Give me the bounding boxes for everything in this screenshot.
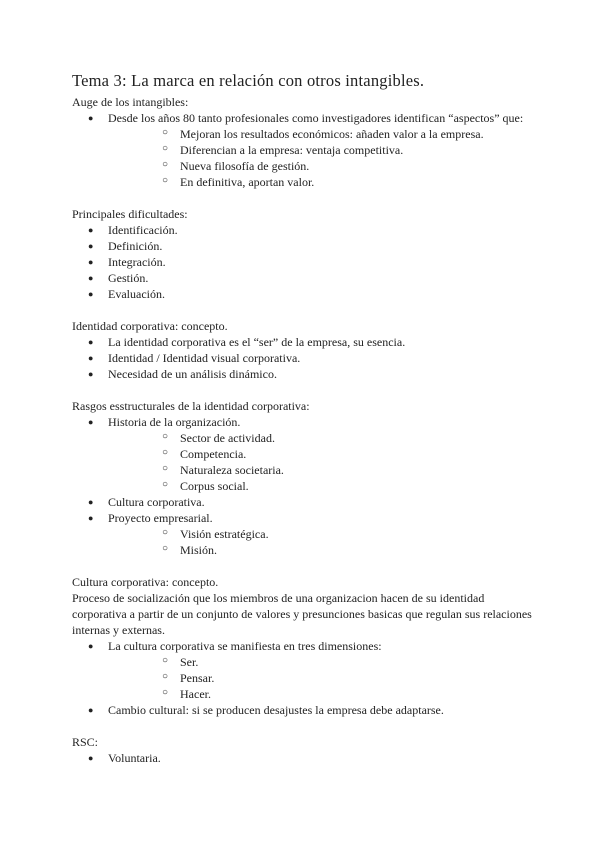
hollow-bullet-icon: ○ bbox=[162, 479, 169, 490]
sublist bbox=[144, 654, 568, 702]
list-item: ○ Corpus social. bbox=[162, 479, 249, 493]
list-item: ● Definición. bbox=[88, 239, 163, 253]
list-item: ○ Competencia. bbox=[162, 447, 247, 461]
list-item: ○ Nueva filosofía de gestión. bbox=[162, 159, 310, 173]
list-rasgos bbox=[72, 414, 532, 558]
list-item: ○ Visión estratégica. bbox=[162, 527, 269, 541]
list-cultura bbox=[72, 638, 532, 718]
bullet-icon: ● bbox=[88, 257, 94, 267]
hollow-bullet-icon: ○ bbox=[162, 127, 169, 138]
cultura-paragraph: Proceso de socialización que los miembros de una organizacion hacen de su identidad corporativa a partir de un conjunto de valores y presunciones basicas que regulan sus relaciones internas y externas. bbox=[72, 591, 532, 637]
list-item: ● Necesidad de un análisis dinámico. bbox=[88, 367, 277, 381]
list-item: ● La identidad corporativa es el “ser” de la empresa, su esencia. bbox=[88, 335, 406, 349]
bullet-icon: ● bbox=[88, 417, 94, 427]
list-item: ● Cambio cultural: si se producen desajustes la empresa debe adaptarse. bbox=[88, 703, 444, 717]
bullet-icon: ● bbox=[88, 513, 94, 523]
list-item: ○ Naturaleza societaria. bbox=[162, 463, 284, 477]
hollow-bullet-icon: ○ bbox=[162, 175, 169, 186]
bullet-icon: ● bbox=[88, 225, 94, 235]
bullet-icon: ● bbox=[88, 241, 94, 251]
bullet-icon: ● bbox=[88, 753, 94, 763]
hollow-bullet-icon: ○ bbox=[162, 159, 169, 170]
bullet-icon: ● bbox=[88, 641, 94, 651]
list-item: ● Voluntaria. bbox=[88, 751, 161, 765]
list-item: ● Cultura corporativa. bbox=[88, 495, 205, 509]
hollow-bullet-icon: ○ bbox=[162, 527, 169, 538]
hollow-bullet-icon: ○ bbox=[162, 463, 169, 474]
bullet-icon: ● bbox=[88, 369, 94, 379]
bullet-icon: ● bbox=[88, 337, 94, 347]
section-heading-dificultades: Principales dificultades: bbox=[72, 207, 188, 221]
list-rsc bbox=[72, 750, 532, 766]
hollow-bullet-icon: ○ bbox=[162, 447, 169, 458]
section-heading-rsc: RSC: bbox=[72, 735, 99, 749]
list-item: ● Identificación. bbox=[88, 223, 178, 237]
list-item: ○ Diferencian a la empresa: ventaja competitiva. bbox=[162, 143, 404, 157]
bullet-icon: ● bbox=[88, 497, 94, 507]
section-heading-rasgos: Rasgos esstructurales de la identidad corporativa: bbox=[72, 399, 310, 413]
list-item: ○ Misión. bbox=[162, 543, 218, 557]
section-heading-cultura: Cultura corporativa: concepto. bbox=[72, 575, 219, 589]
list-item: ○ Pensar. bbox=[162, 671, 215, 685]
list-item: ○ En definitiva, aportan valor. bbox=[162, 175, 315, 189]
section-heading-identidad: Identidad corporativa: concepto. bbox=[72, 319, 228, 333]
section-heading-auge: Auge de los intangibles: bbox=[72, 95, 189, 109]
list-dificultades bbox=[72, 222, 532, 302]
hollow-bullet-icon: ○ bbox=[162, 671, 169, 682]
list-item: ● Historia de la organización. ○ Sector de actividad. ○ Competencia. ○ Naturaleza societaria. ○ Corpus social. bbox=[72, 414, 532, 494]
list-item: ● Identidad / Identidad visual corporativa. bbox=[88, 351, 301, 365]
list-item: ● Desde los años 80 tanto profesionales como investigadores identifican “aspectos” que: ○ Mejoran los resultados económicos: añaden valor a la empresa. ○ Diferencian a la empresa: ventaja competitiva. ○ Nueva filosofía de gestión. ○ En definitiva, aportan valor. bbox=[72, 110, 532, 190]
bullet-icon: ● bbox=[88, 705, 94, 715]
list-item: ● Proyecto empresarial. ○ Visión estratégica. ○ Misión. bbox=[72, 510, 532, 558]
list-item: ○ Mejoran los resultados económicos: añaden valor a la empresa. bbox=[162, 127, 484, 141]
bullet-icon: ● bbox=[88, 273, 94, 283]
page-title: Tema 3: La marca en relación con otros intangibles. bbox=[72, 71, 425, 90]
hollow-bullet-icon: ○ bbox=[162, 543, 169, 554]
list-item: ○ Hacer. bbox=[162, 687, 211, 701]
bullet-icon: ● bbox=[88, 289, 94, 299]
hollow-bullet-icon: ○ bbox=[162, 687, 169, 698]
list-item: ● La cultura corporativa se manifiesta en tres dimensiones: ○ Ser. ○ Pensar. ○ Hacer. bbox=[72, 638, 532, 702]
hollow-bullet-icon: ○ bbox=[162, 431, 169, 442]
list-item: ● Evaluación. bbox=[88, 287, 165, 301]
hollow-bullet-icon: ○ bbox=[162, 655, 169, 666]
bullet-icon: ● bbox=[88, 113, 94, 123]
list-auge bbox=[72, 110, 532, 190]
bullet-icon: ● bbox=[88, 353, 94, 363]
sublist bbox=[144, 430, 568, 494]
hollow-bullet-icon: ○ bbox=[162, 143, 169, 154]
sublist bbox=[144, 126, 568, 190]
list-item: ○ Ser. bbox=[162, 655, 199, 669]
list-identidad bbox=[72, 334, 532, 382]
list-item: ● Integración. bbox=[88, 255, 166, 269]
list-item: ● Gestión. bbox=[88, 271, 149, 285]
document-page bbox=[72, 70, 532, 766]
list-item: ○ Sector de actividad. bbox=[162, 431, 275, 445]
sublist bbox=[144, 526, 568, 558]
